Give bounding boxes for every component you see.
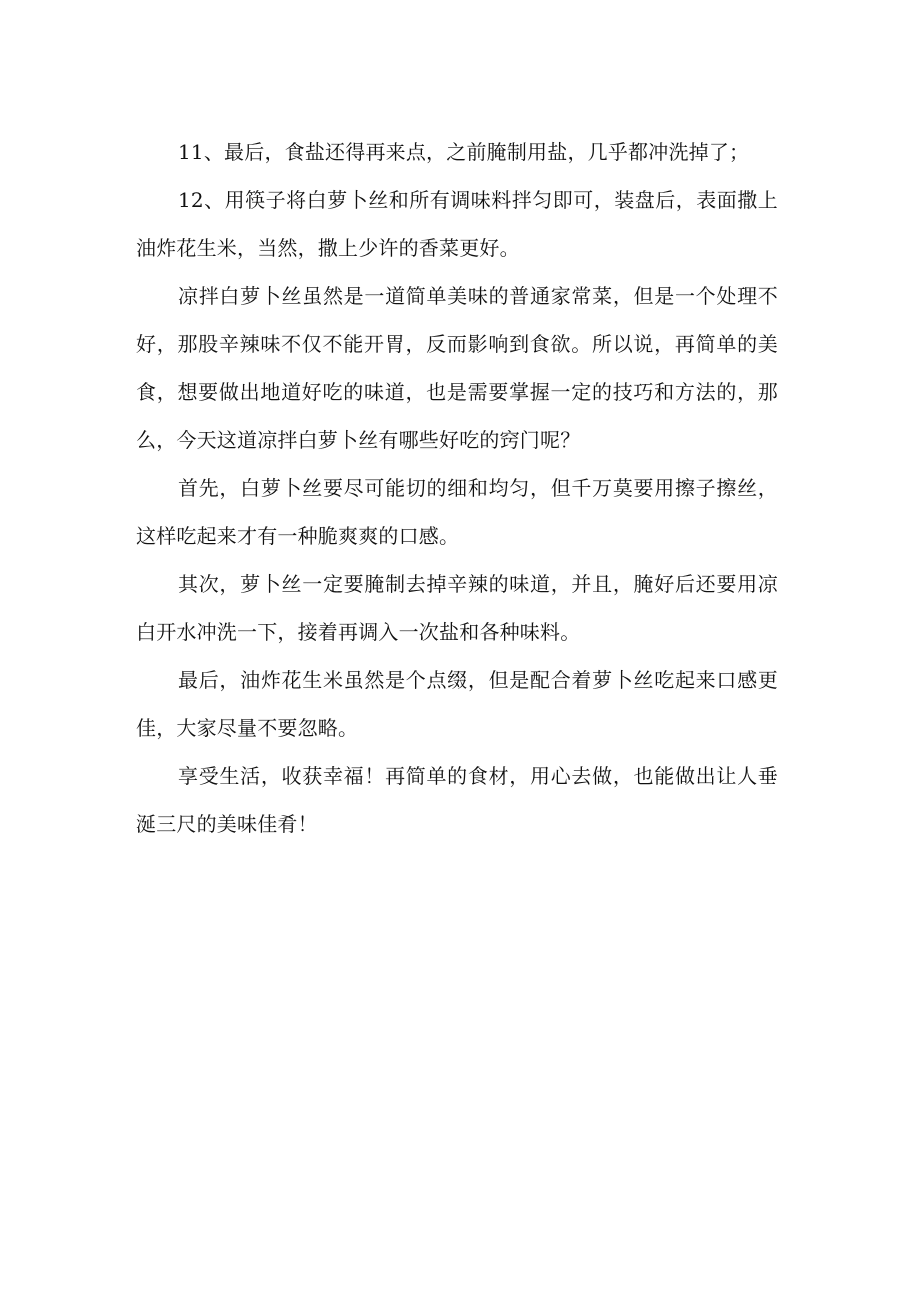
paragraph-step-11: 11、最后，食盐还得再来点，之前腌制用盐，几乎都冲洗掉了； bbox=[178, 140, 750, 164]
paragraph-step-12: 12、用筷子将白萝卜丝和所有调味料拌匀即可，装盘后，表面撒上油炸花生米，当然，撒上少许的香菜更好。 bbox=[136, 188, 778, 260]
paragraph-closing: 享受生活，收获幸福！再简单的食材，用心去做，也能做出让人垂涎三尺的美味佳肴！ bbox=[136, 764, 778, 836]
paragraph-intro-tips: 凉拌白萝卜丝虽然是一道简单美味的普通家常菜，但是一个处理不好，那股辛辣味不仅不能开胃，反而影响到食欲。所以说，再简单的美食，想要做出地道好吃的味道，也是需要掌握一定的技巧和方法的，那么，今天这道凉拌白萝卜丝有哪些好吃的窍门呢？ bbox=[136, 284, 778, 452]
document-body bbox=[136, 128, 778, 848]
paragraph-tip-first: 首先，白萝卜丝要尽可能切的细和均匀，但千万莫要用擦子擦丝，这样吃起来才有一种脆爽爽的口感。 bbox=[136, 476, 778, 548]
paragraph-tip-second: 其次，萝卜丝一定要腌制去掉辛辣的味道，并且，腌好后还要用凉白开水冲洗一下，接着再调入一次盐和各种味料。 bbox=[136, 572, 778, 644]
paragraph-tip-last: 最后，油炸花生米虽然是个点缀，但是配合着萝卜丝吃起来口感更佳，大家尽量不要忽略。 bbox=[136, 668, 778, 740]
